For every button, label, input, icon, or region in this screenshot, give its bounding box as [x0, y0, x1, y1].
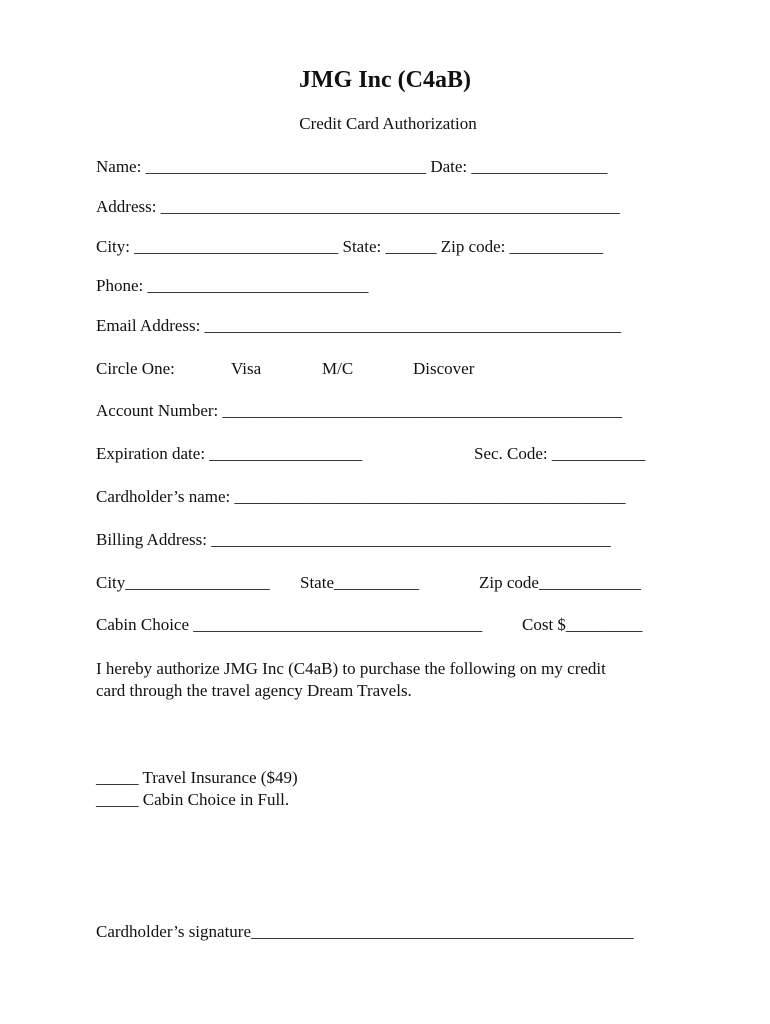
- billing-state-field[interactable]: State__________: [300, 573, 419, 592]
- billing-address-field[interactable]: Billing Address: _______________________________________________: [96, 530, 611, 549]
- authorization-statement: [96, 658, 696, 702]
- cabin-choice-field[interactable]: Cabin Choice __________________________________: [96, 615, 483, 634]
- travel-insurance-option[interactable]: _____ Travel Insurance ($49): [96, 768, 298, 787]
- sec-code-field[interactable]: Sec. Code: ___________: [474, 444, 646, 463]
- cardholder-name-field[interactable]: Cardholder’s name: ______________________________________________: [96, 487, 626, 506]
- account-number-field[interactable]: Account Number: _______________________________________________: [96, 401, 623, 420]
- expiration-date-field[interactable]: Expiration date: __________________: [96, 444, 363, 463]
- billing-city-field[interactable]: City_________________: [96, 573, 270, 592]
- phone-field[interactable]: Phone: __________________________: [96, 276, 369, 295]
- address-field[interactable]: Address: ______________________________________________________: [96, 197, 620, 216]
- card-option-mc[interactable]: M/C: [322, 359, 354, 378]
- cabin-full-option[interactable]: _____ Cabin Choice in Full.: [96, 790, 290, 809]
- cardholder-signature-field[interactable]: Cardholder’s signature_____________________________________________: [96, 922, 634, 941]
- card-option-discover[interactable]: Discover: [413, 359, 475, 378]
- authorization-line-1: I hereby authorize JMG Inc (C4aB) to purchase the following on my credit: [96, 659, 606, 678]
- city-state-zip-field[interactable]: City: ________________________ State: ______ Zip code: ___________: [96, 237, 604, 256]
- cost-field[interactable]: Cost $_________: [522, 615, 643, 634]
- circle-one-label: Circle One:: [96, 359, 175, 378]
- card-option-visa[interactable]: Visa: [231, 359, 262, 378]
- page-title: JMG Inc (C4aB): [299, 67, 471, 93]
- name-date-field[interactable]: Name: _________________________________ Date: ________________: [96, 157, 608, 176]
- form-subtitle: Credit Card Authorization: [299, 114, 477, 133]
- email-field[interactable]: Email Address: _________________________________________________: [96, 316, 622, 335]
- billing-zip-field[interactable]: Zip code____________: [479, 573, 641, 592]
- authorization-line-2: card through the travel agency Dream Travels.: [96, 681, 412, 700]
